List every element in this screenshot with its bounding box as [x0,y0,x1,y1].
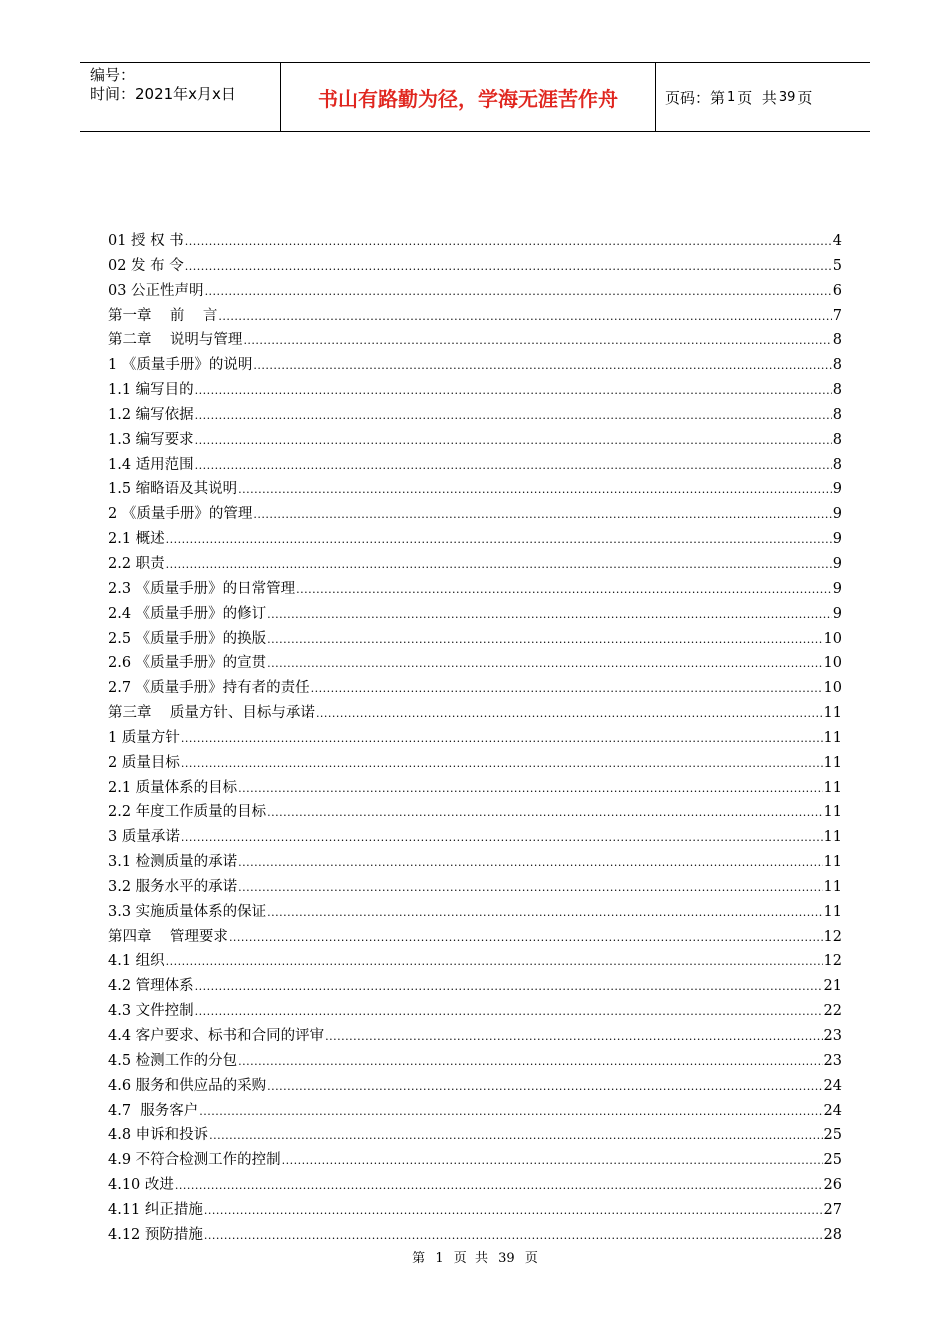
toc-entry-title: 01 授 权 书 [108,233,184,249]
toc-leader-dots [204,1224,823,1249]
toc-entry-title: 4.5 检测工作的分包 [108,1052,238,1069]
toc-entry-title: 2.1 质量体系的目标 [108,779,238,796]
toc-entry-page: 8 [832,431,842,448]
toc-leader-dots [229,926,823,951]
toc-leader-dots [195,429,832,454]
page-prefix: 页码：第 [665,88,726,107]
toc-entry-title: 1.5 缩略语及其说明 [108,481,238,498]
toc-leader-dots [253,503,831,528]
footer-current: 1 [435,1251,444,1266]
toc-entry-title: 1.4 适用范围 [108,456,194,473]
toc-entry-page: 11 [823,804,842,821]
toc-entry[interactable] [108,1123,842,1148]
toc-leader-dots [166,553,832,578]
page-suffix: 页 [797,88,813,107]
toc-entry-title: 2 《质量手册》的管理 [108,506,253,523]
toc-entry-page: 24 [823,1077,842,1094]
toc-leader-dots [311,677,823,702]
toc-entry-title: 2.2 职责 [108,555,165,572]
toc-entry[interactable] [108,453,842,478]
toc-entry[interactable] [108,949,842,974]
toc-leader-dots [175,1174,823,1199]
toc-entry[interactable] [108,229,842,254]
toc-entry-page: 26 [823,1177,842,1194]
toc-entry-title: 2.5 《质量手册》的换版 [108,630,267,647]
toc-entry-page: 8 [832,456,842,473]
toc-entry[interactable] [108,800,842,825]
toc-entry-page: 25 [823,1127,842,1144]
toc-entry-title: 4.3 文件控制 [108,1003,194,1020]
toc-entry-title: 2.6 《质量手册》的宣贯 [108,655,267,672]
toc-entry-page: 9 [832,580,842,597]
toc-entry[interactable] [108,627,842,652]
toc-entry-page: 8 [832,406,842,423]
toc-entry-title: 第二章 说明与管理 [108,332,243,349]
toc-entry[interactable] [108,1173,842,1198]
toc-leader-dots [238,851,822,876]
toc-entry[interactable] [108,776,842,801]
toc-entry[interactable] [108,1024,842,1049]
toc-entry[interactable] [108,974,842,999]
toc-entry-title: 4.1 组织 [108,953,165,970]
toc-leader-dots [243,329,831,354]
toc-entry-page: 11 [823,705,842,722]
toc-leader-dots [185,230,832,255]
toc-entry-page: 28 [823,1226,842,1243]
toc-leader-dots [267,801,822,826]
toc-entry[interactable] [108,353,842,378]
toc-entry-page: 6 [832,282,842,299]
toc-entry-title: 2.2 年度工作质量的目标 [108,804,267,821]
footer-mid: 页 共 [453,1251,488,1266]
toc-entry[interactable] [108,477,842,502]
toc-entry[interactable] [108,403,842,428]
toc-entry-page: 11 [823,754,842,771]
header-meta [80,63,280,131]
toc-entry[interactable] [108,254,842,279]
toc-entry-title: 4.7 服务客户 [108,1102,199,1119]
toc-entry[interactable] [108,328,842,353]
toc-leader-dots [238,876,822,901]
toc-entry[interactable] [108,726,842,751]
toc-entry-page: 11 [823,854,842,871]
toc-entry-page: 7 [832,307,842,324]
toc-leader-dots [181,826,823,851]
toc-leader-dots [282,1149,823,1174]
toc-entry-page: 11 [823,878,842,895]
toc-leader-dots [253,354,831,379]
toc-entry[interactable] [108,875,842,900]
footer-prefix: 第 [412,1251,426,1266]
toc-entry-title: 4.11 纠正措施 [108,1201,203,1218]
toc-leader-dots [199,1100,822,1125]
toc-leader-dots [204,1199,823,1224]
toc-entry[interactable] [108,1074,842,1099]
toc-entry-title: 1 《质量手册》的说明 [108,357,253,374]
toc-entry-title: 2.4 《质量手册》的修订 [108,605,267,622]
toc-entry-page: 24 [823,1102,842,1119]
toc-entry-title: 4.2 管理体系 [108,978,194,995]
toc-entry-title: 2.1 概述 [108,531,165,548]
toc-entry[interactable] [108,850,842,875]
toc-leader-dots [195,404,832,429]
toc-leader-dots [181,727,823,752]
toc-entry-page: 5 [832,257,842,274]
toc-entry-title: 3.2 服务水平的承诺 [108,878,238,895]
toc-entry-page: 21 [823,978,842,995]
toc-entry-title: 第四章 管理要求 [108,928,228,945]
toc-entry-page: 9 [832,555,842,572]
toc-leader-dots [325,1025,822,1050]
page-footer [0,1247,950,1266]
document-time: 时间：2021年x月x日 [90,85,236,103]
toc-entry[interactable] [108,825,842,850]
toc-entry-title: 4.12 预防措施 [108,1226,203,1243]
toc-entry-page: 12 [823,953,842,970]
toc-leader-dots [267,628,822,653]
toc-entry-title: 4.8 申诉和投诉 [108,1127,209,1144]
page-header [80,62,870,132]
toc-entry-page: 9 [832,531,842,548]
toc-entry-page: 27 [823,1201,842,1218]
toc-entry-page: 9 [832,481,842,498]
toc-leader-dots [195,1000,823,1025]
toc-entry-page: 9 [832,506,842,523]
toc-entry-title: 第一章 前 言 [108,307,218,324]
toc-entry[interactable] [108,1223,842,1248]
toc-entry-page: 4 [832,233,842,249]
footer-suffix: 页 [524,1251,538,1266]
toc-entry-title: 4.4 客户要求、标书和合同的评审 [108,1028,325,1044]
toc-leader-dots [185,255,832,280]
toc-entry-page: 10 [823,630,842,647]
toc-entry-page: 8 [832,332,842,349]
toc-leader-dots [267,901,822,926]
toc-leader-dots [267,603,832,628]
toc-leader-dots [267,1075,822,1100]
toc-leader-dots [181,752,823,777]
toc-entry[interactable] [108,502,842,527]
toc-leader-dots [205,280,832,305]
toc-entry[interactable] [108,577,842,602]
toc-entry-page: 25 [823,1152,842,1169]
toc-entry-title: 第三章 质量方针、目标与承诺 [108,705,315,722]
toc-entry-page: 11 [823,729,842,746]
toc-entry-page: 23 [823,1028,842,1044]
toc-entry-page: 9 [832,605,842,622]
toc-entry-title: 3.1 检测质量的承诺 [108,854,238,871]
toc-entry-title: 02 发 布 令 [108,257,184,274]
toc-entry[interactable] [108,925,842,950]
toc-entry[interactable] [108,552,842,577]
toc-entry-title: 03 公正性声明 [108,282,204,299]
motto: 书山有路勤为径，学海无涯苦作舟 [318,86,618,111]
toc-entry[interactable] [108,999,842,1024]
toc-entry-page: 11 [823,779,842,796]
toc-entry[interactable] [108,602,842,627]
toc-entry-title: 2 质量目标 [108,754,180,771]
toc-entry[interactable] [108,701,842,726]
toc-leader-dots [166,950,823,975]
toc-entry-title: 2.7 《质量手册》持有者的责任 [108,680,310,697]
toc-entry[interactable] [108,304,842,329]
toc-entry[interactable] [108,1198,842,1223]
toc-entry-title: 3 质量承诺 [108,829,180,846]
toc-entry[interactable] [108,279,842,304]
toc-entry[interactable] [108,1099,842,1124]
toc-entry[interactable] [108,676,842,701]
page-total: 39 [778,89,796,105]
toc-entry-page: 12 [823,928,842,945]
toc-entry-title: 1.1 编写目的 [108,382,194,399]
toc-entry-page: 11 [823,829,842,846]
toc-entry[interactable] [108,428,842,453]
toc-leader-dots [195,454,832,479]
toc-entry-title: 1.2 编写依据 [108,406,194,423]
toc-leader-dots [296,578,832,603]
header-motto-cell [280,63,656,131]
toc-leader-dots [195,975,823,1000]
toc-entry[interactable] [108,1049,842,1074]
toc-entry[interactable] [108,651,842,676]
toc-leader-dots [238,1050,822,1075]
toc-entry-title: 1 质量方针 [108,729,180,746]
page-mid: 页 共 [737,88,777,107]
page-current: 1 [727,89,736,105]
toc-leader-dots [238,777,822,802]
toc-leader-dots [166,528,832,553]
toc-entry-page: 8 [832,382,842,399]
footer-total: 39 [498,1251,515,1266]
toc-leader-dots [218,305,831,330]
toc-entry-title: 1.3 编写要求 [108,431,194,448]
toc-entry-page: 10 [823,680,842,697]
toc-leader-dots [316,702,823,727]
table-of-contents [108,229,842,1248]
toc-leader-dots [238,478,832,503]
toc-entry[interactable] [108,378,842,403]
toc-entry[interactable] [108,527,842,552]
toc-entry[interactable] [108,751,842,776]
document-number-label: 编号： [90,66,136,84]
toc-leader-dots [267,652,822,677]
toc-entry-title: 2.3 《质量手册》的日常管理 [108,580,296,597]
toc-entry-title: 3.3 实施质量体系的保证 [108,903,267,920]
toc-entry-title: 4.6 服务和供应品的采购 [108,1077,267,1094]
header-page-info [655,63,870,131]
toc-entry-page: 22 [823,1003,842,1020]
toc-entry[interactable] [108,900,842,925]
toc-entry-page: 8 [832,357,842,374]
toc-entry-page: 10 [823,655,842,672]
toc-entry-page: 23 [823,1052,842,1069]
toc-leader-dots [209,1124,822,1149]
toc-entry-page: 11 [823,903,842,920]
toc-entry[interactable] [108,1148,842,1173]
toc-entry-title: 4.9 不符合检测工作的控制 [108,1152,281,1169]
toc-leader-dots [195,379,832,404]
toc-entry-title: 4.10 改进 [108,1177,174,1194]
